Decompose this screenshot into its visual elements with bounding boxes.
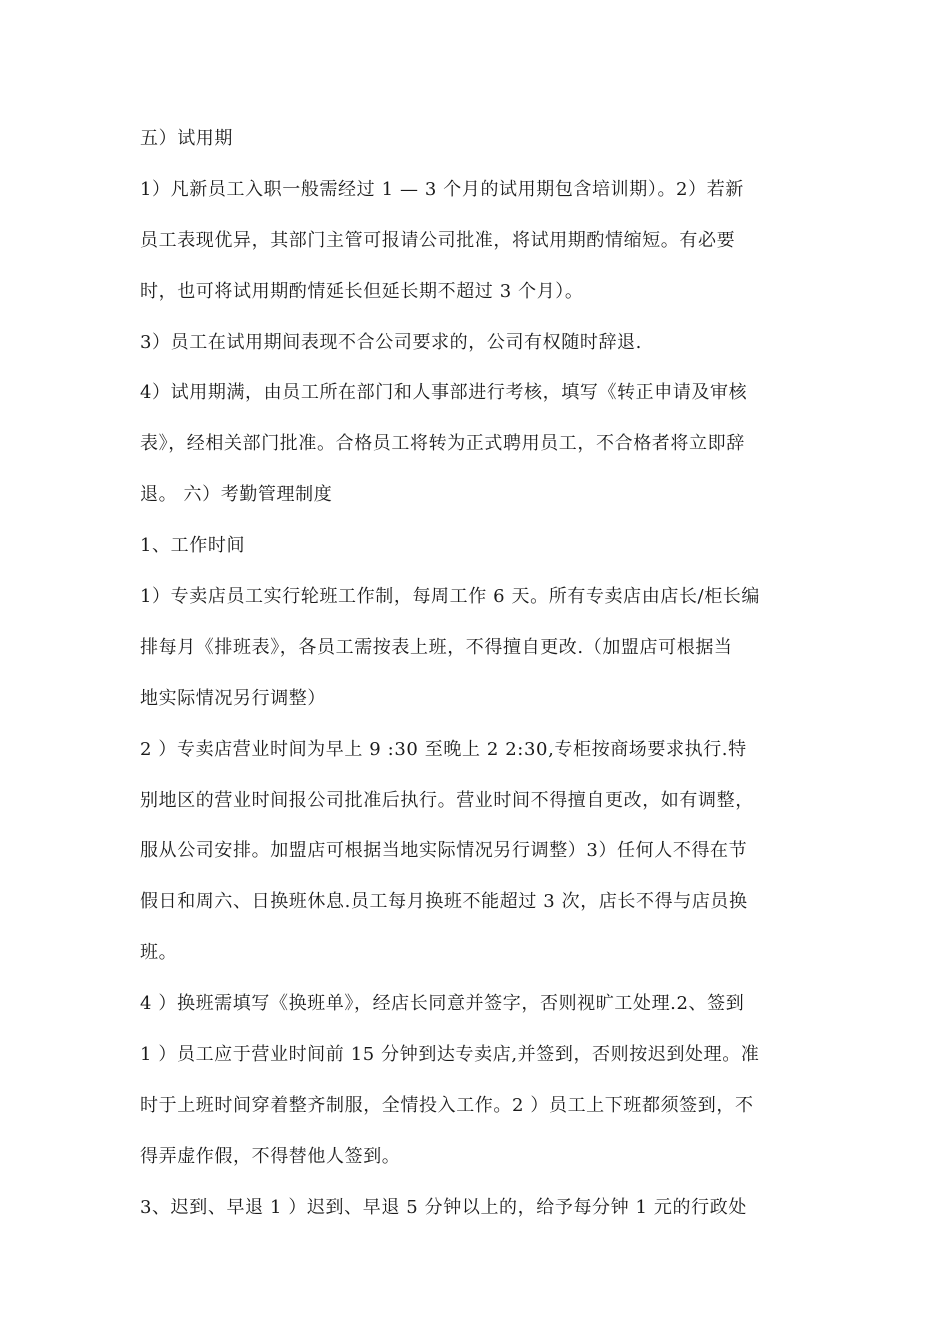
paragraph-line: 2 ）专卖店营业时间为早上 9 :30 至晚上 2 2:30,专柜按商场要求执行.特: [140, 738, 747, 760]
paragraph-line: 时，也可将试用期酌情延长但延长期不超过 3 个月）。: [140, 280, 584, 302]
section-heading-probation: 五）试用期: [140, 128, 233, 149]
paragraph-line: 4）试用期满，由员工所在部门和人事部进行考核，填写《转正申请及审核: [140, 382, 748, 404]
paragraph-line: 别地区的营业时间报公司批准后执行。营业时间不得擅自更改，如有调整，: [140, 789, 754, 811]
paragraph-line: 得弄虚作假，不得替他人签到。: [140, 1145, 401, 1167]
paragraph-line: 3、迟到、早退 1 ）迟到、早退 5 分钟以上的，给予每分钟 1 元的行政处: [140, 1196, 747, 1218]
paragraph-line: 1）专卖店员工实行轮班工作制，每周工作 6 天。所有专卖店由店长/柜长编: [140, 586, 761, 608]
section-heading-work-time: 1、工作时间: [140, 535, 246, 557]
paragraph-line: 服从公司安排。加盟店可根据当地实际情况另行调整）3）任何人不得在节: [140, 840, 748, 862]
paragraph-line: 4 ）换班需填写《换班单》，经店长同意并签字，否则视旷工处理.2、签到: [140, 993, 745, 1015]
document-body: [140, 122, 830, 1242]
paragraph-line: 退。 六）考勤管理制度: [140, 484, 333, 506]
paragraph-line: 时于上班时间穿着整齐制服，全情投入工作。2 ）员工上下班都须签到，不: [140, 1094, 754, 1116]
paragraph-line: 表》，经相关部门批准。合格员工将转为正式聘用员工，不合格者将立即辞: [140, 433, 745, 455]
paragraph-line: 地实际情况另行调整）: [140, 687, 326, 709]
paragraph-line: 员工表现优异，其部门主管可报请公司批准，将试用期酌情缩短。有必要: [140, 229, 736, 251]
paragraph-line: 排每月《排班表》，各员工需按表上班，不得擅自更改.（加盟店可根据当: [140, 636, 733, 658]
paragraph-line: 3）员工在试用期间表现不合公司要求的，公司有权随时辞退.: [140, 331, 642, 353]
paragraph-line: 假日和周六、日换班休息.员工每月换班不能超过 3 次，店长不得与店员换: [140, 891, 748, 913]
paragraph-line: 1）凡新员工入职一般需经过 1 — 3 个月的试用期包含培训期）。2）若新: [140, 178, 744, 200]
paragraph-line: 1 ）员工应于营业时间前 15 分钟到达专卖店,并签到，否则按迟到处理。准: [140, 1044, 760, 1066]
paragraph-line: 班。: [140, 942, 178, 964]
